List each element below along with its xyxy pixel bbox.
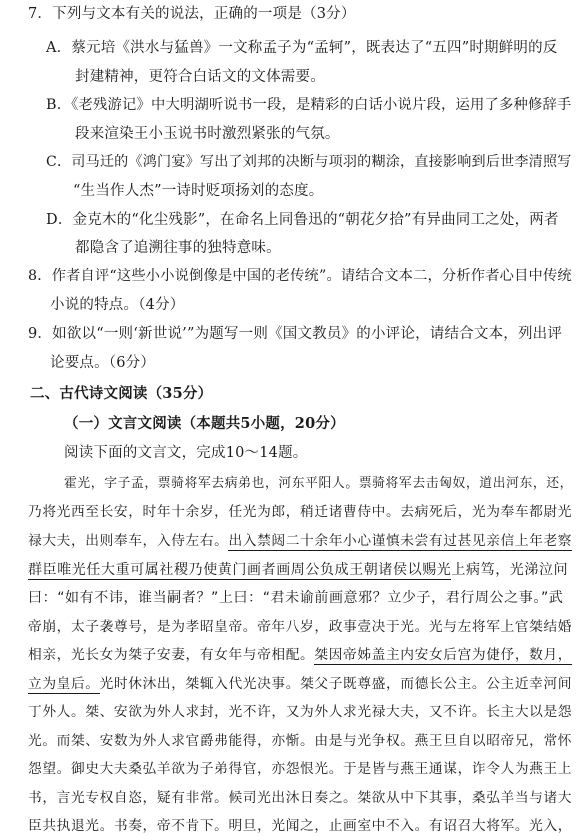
passage-line-7 xyxy=(28,645,572,665)
q7-option-a-line2: 封建精神，更符合白话文的文体需要。 xyxy=(75,69,325,85)
passage-line-11: 怨望。御史大夫桑弘羊欲为子弟得官，亦怨恨光。于是皆与燕王通谋，诈令人为燕王上 xyxy=(28,761,573,777)
section-2-heading: 二、古代诗文阅读（35分） xyxy=(30,385,213,402)
q7-option-b-line2: 段来渲染王小玉说书时激烈紧张的气氛。 xyxy=(75,126,340,142)
passage-line-2: 乃将光西至长安，时年十余岁，任光为郎，稍迁诸曹侍中。去病死后，光为奉车都尉光 xyxy=(28,504,573,520)
underlined-sentence-2b: 立为皇后。 xyxy=(28,676,100,692)
instruction-text: 阅读下面的文言文，完成10～14题。 xyxy=(64,445,308,461)
passage-line-12: 书，言光专权自恣，疑有非常。候司光出沐日奏之。桀欲从中下其事，桑弘羊当与诸大 xyxy=(28,790,573,806)
q7-option-c-line2: “生当作人杰”一诗时贬项扬刘的态度。 xyxy=(73,183,324,199)
passage-line-3 xyxy=(28,531,572,551)
passage-line-8 xyxy=(28,674,572,694)
q7-option-b-line1: B．《老残游记》中大明湖听说书一段，是精彩的白话小说片段，运用了多种修辞手 xyxy=(46,97,572,113)
underlined-sentence-1a: 出入禁闼二十余年小心谨慎未尝有过甚见亲信上年老察 xyxy=(228,533,573,549)
passage-line-3-text: 禄大夫，出则奉车，入侍左右。 xyxy=(28,533,229,549)
q9-line1: 9．如欲以“一则‘新世说’”为题写一则《国文教员》的小评论，请结合文本，列出评 xyxy=(28,326,563,342)
underlined-sentence-2a: 桀因帝姊盖主内安女后宫为倢伃，数月， xyxy=(314,647,573,663)
passage-line-8-text: 光时休沐出，桀辄入代光决事。桀父子既尊盛，而德长公主。公主近幸河间 xyxy=(99,676,573,692)
q7-stem: 7．下列与文本有关的说法，正确的一项是（3分） xyxy=(28,6,356,22)
q8-line2: 小说的特点。（4分） xyxy=(50,297,185,313)
q7-option-d-line2: 都隐含了追溯往事的独特意味。 xyxy=(75,240,281,256)
passage-line-10: 光。而桀、安数为外人求官爵弗能得，亦惭。由是与光争权。燕王旦自以昭帝兄，常怀 xyxy=(28,733,573,749)
passage-line-4-text: 上病笃，光涕泣问 xyxy=(451,562,569,578)
q7-option-c-line1: C．司马迁的《鸿门宴》写出了刘邦的决断与项羽的糊涂，直接影响到后世李清照写 xyxy=(46,154,572,170)
q7-option-d-line1: D．金克木的“化尘残影”，在命名上同鲁迅的“朝花夕拾”有异曲同工之处，两者 xyxy=(46,212,559,228)
subsection-1-heading: （一）文言文阅读（本题共5小题，20分） xyxy=(64,415,345,432)
passage-line-4 xyxy=(28,560,568,580)
passage-line-7-text: 相亲，光长女为桀子安妻，有女年与帝相配。 xyxy=(28,647,315,663)
passage-line-1: 霍光，字子孟，票骑将军去病弟也，河东平阳人。票骑将军去击匈奴，道出河东，还， xyxy=(64,476,574,491)
q7-option-a-line1: A．蔡元培《洪水与猛兽》一文称孟子为“孟轲”，既表达了“五四”时期鲜明的反 xyxy=(46,40,558,56)
passage-line-6: 帝崩，太子袭尊号，是为孝昭皇帝。帝年八岁，政事壹决于光。光与左将军上官桀结婚 xyxy=(28,619,573,635)
q8-line1: 8．作者自评“这些小小说倒像是中国的老传统”。请结合文本二，分析作者心目中传统 xyxy=(28,268,572,284)
passage-line-5: 曰：“如有不讳，谁当嗣者？”上曰：“君未谕前画意邪？立少子，君行周公之事。”武 xyxy=(28,590,564,606)
underlined-sentence-1b: 群臣唯光任大重可属社稷乃使黄门画者画周公负成王朝诸侯以赐光 xyxy=(28,562,452,578)
q9-line2: 论要点。（6分） xyxy=(50,355,156,371)
passage-line-13: 臣共执退光。书奏，帝不肯下。明旦，光闻之，止画室中不入。有诏召大将军。光入， xyxy=(28,818,573,834)
passage-line-9: 丁外人。桀、安欲为外人求封，光不许，又为外人求光禄大夫，又不许。长主大以是怨 xyxy=(28,704,573,720)
